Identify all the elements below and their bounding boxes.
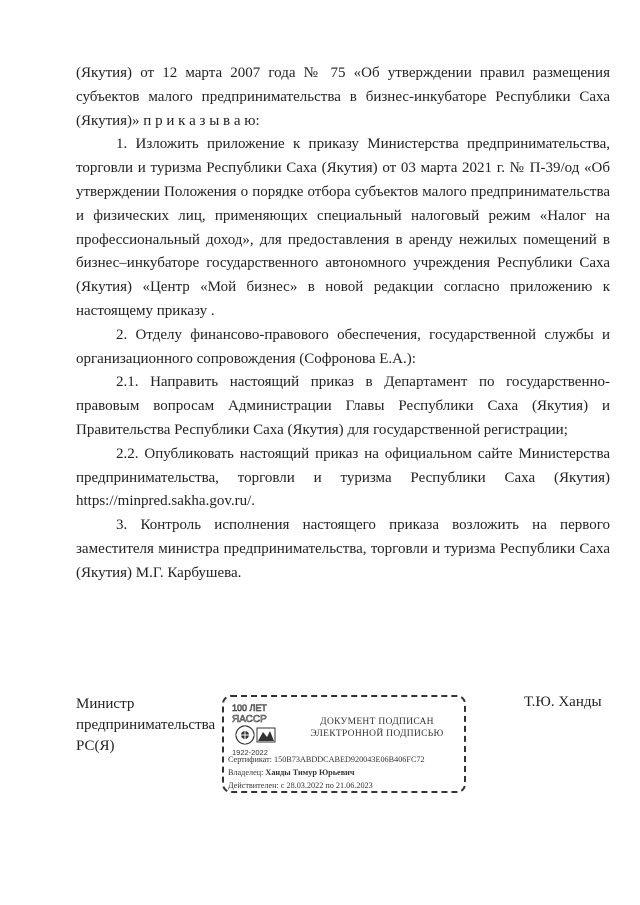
validity-label: Действителен: bbox=[228, 781, 279, 790]
position-line-2: предпринимательства bbox=[76, 717, 216, 733]
signatory-position bbox=[76, 694, 215, 757]
anniversary-emblem-icon bbox=[230, 701, 280, 759]
certificate-row bbox=[228, 755, 425, 764]
certificate-value: 150B73ABDDCABED920043E06B406FC72 bbox=[274, 755, 425, 764]
owner-row bbox=[228, 768, 354, 777]
paragraph-item-2-2: 2.2. Опубликовать настоящий приказ на официальном сайте Министерства предпринимательства, торговли и туризма Республики Саха (Якутия) https://minpred.sakha.gov.ru/. bbox=[76, 445, 610, 510]
paragraph-preamble: (Якутия) от 12 марта 2007 года № 75 «Об утверждении правил размещения субъектов малого предпринимательства в бизнес-инкубаторе Республики Саха (Якутия)» п р и к а з ы в а ю: bbox=[76, 65, 610, 129]
owner-value: Ханды Тимур Юрьевич bbox=[265, 768, 355, 777]
paragraph-item-1: 1. Изложить приложение к приказу Министерства предпринимательства, торговли и туризма Республики Саха (Якутия) от 03 марта 2021 г. № П-39/од «Об утверждении Положения о порядке отбора субъектов малого предпринимательства и физических лиц, применяющих специальный налоговый режим «Налог на профессиональный доход», для предоставления в аренду нежилых помещений в бизнес–инкубаторе государственного автономного учреждения Республики Саха (Якутия) «Центр «Мой бизнес» в новой редакции согласно приложению к настоящему приказу . bbox=[76, 136, 610, 319]
stamp-title bbox=[302, 716, 452, 740]
stamp-title-line-1: ДОКУМЕНТ ПОДПИСАН bbox=[320, 717, 434, 727]
position-line-1: Министр bbox=[76, 696, 135, 712]
paragraph-item-2-1: 2.1. Направить настоящий приказ в Департамент по государственно-правовым вопросам Администрации Главы Республики Саха (Якутия) и Правительства Республики Саха (Якутия) для государственной регистрации; bbox=[76, 374, 610, 438]
position-line-3: РС(Я) bbox=[76, 738, 115, 754]
stamp-title-line-2: ЭЛЕКТРОННОЙ ПОДПИСЬЮ bbox=[310, 729, 444, 739]
order-body bbox=[76, 62, 610, 586]
emblem-text-1: 100 ЛЕТ bbox=[232, 703, 267, 713]
electronic-signature-stamp bbox=[222, 695, 466, 793]
emblem-years: 1922-2022 bbox=[232, 748, 268, 757]
paragraph-item-2: 2. Отделу финансово-правового обеспечения, государственной службы и организационного сопровождения (Софронова Е.А.): bbox=[76, 326, 610, 367]
emblem-text-2: ЯАССР bbox=[232, 714, 267, 725]
paragraph-item-3: 3. Контроль исполнения настоящего приказа возложить на первого заместителя министра предпринимательства, торговли и туризма Республики Саха (Якутия) М.Г. Карбушева. bbox=[76, 517, 610, 581]
owner-label: Владелец: bbox=[228, 768, 264, 777]
validity-row bbox=[228, 781, 373, 790]
signatory-name: Т.Ю. Ханды bbox=[524, 694, 602, 710]
certificate-label: Сертификат: bbox=[228, 755, 272, 764]
validity-value: с 28.03.2022 по 21.06.2023 bbox=[280, 781, 373, 790]
